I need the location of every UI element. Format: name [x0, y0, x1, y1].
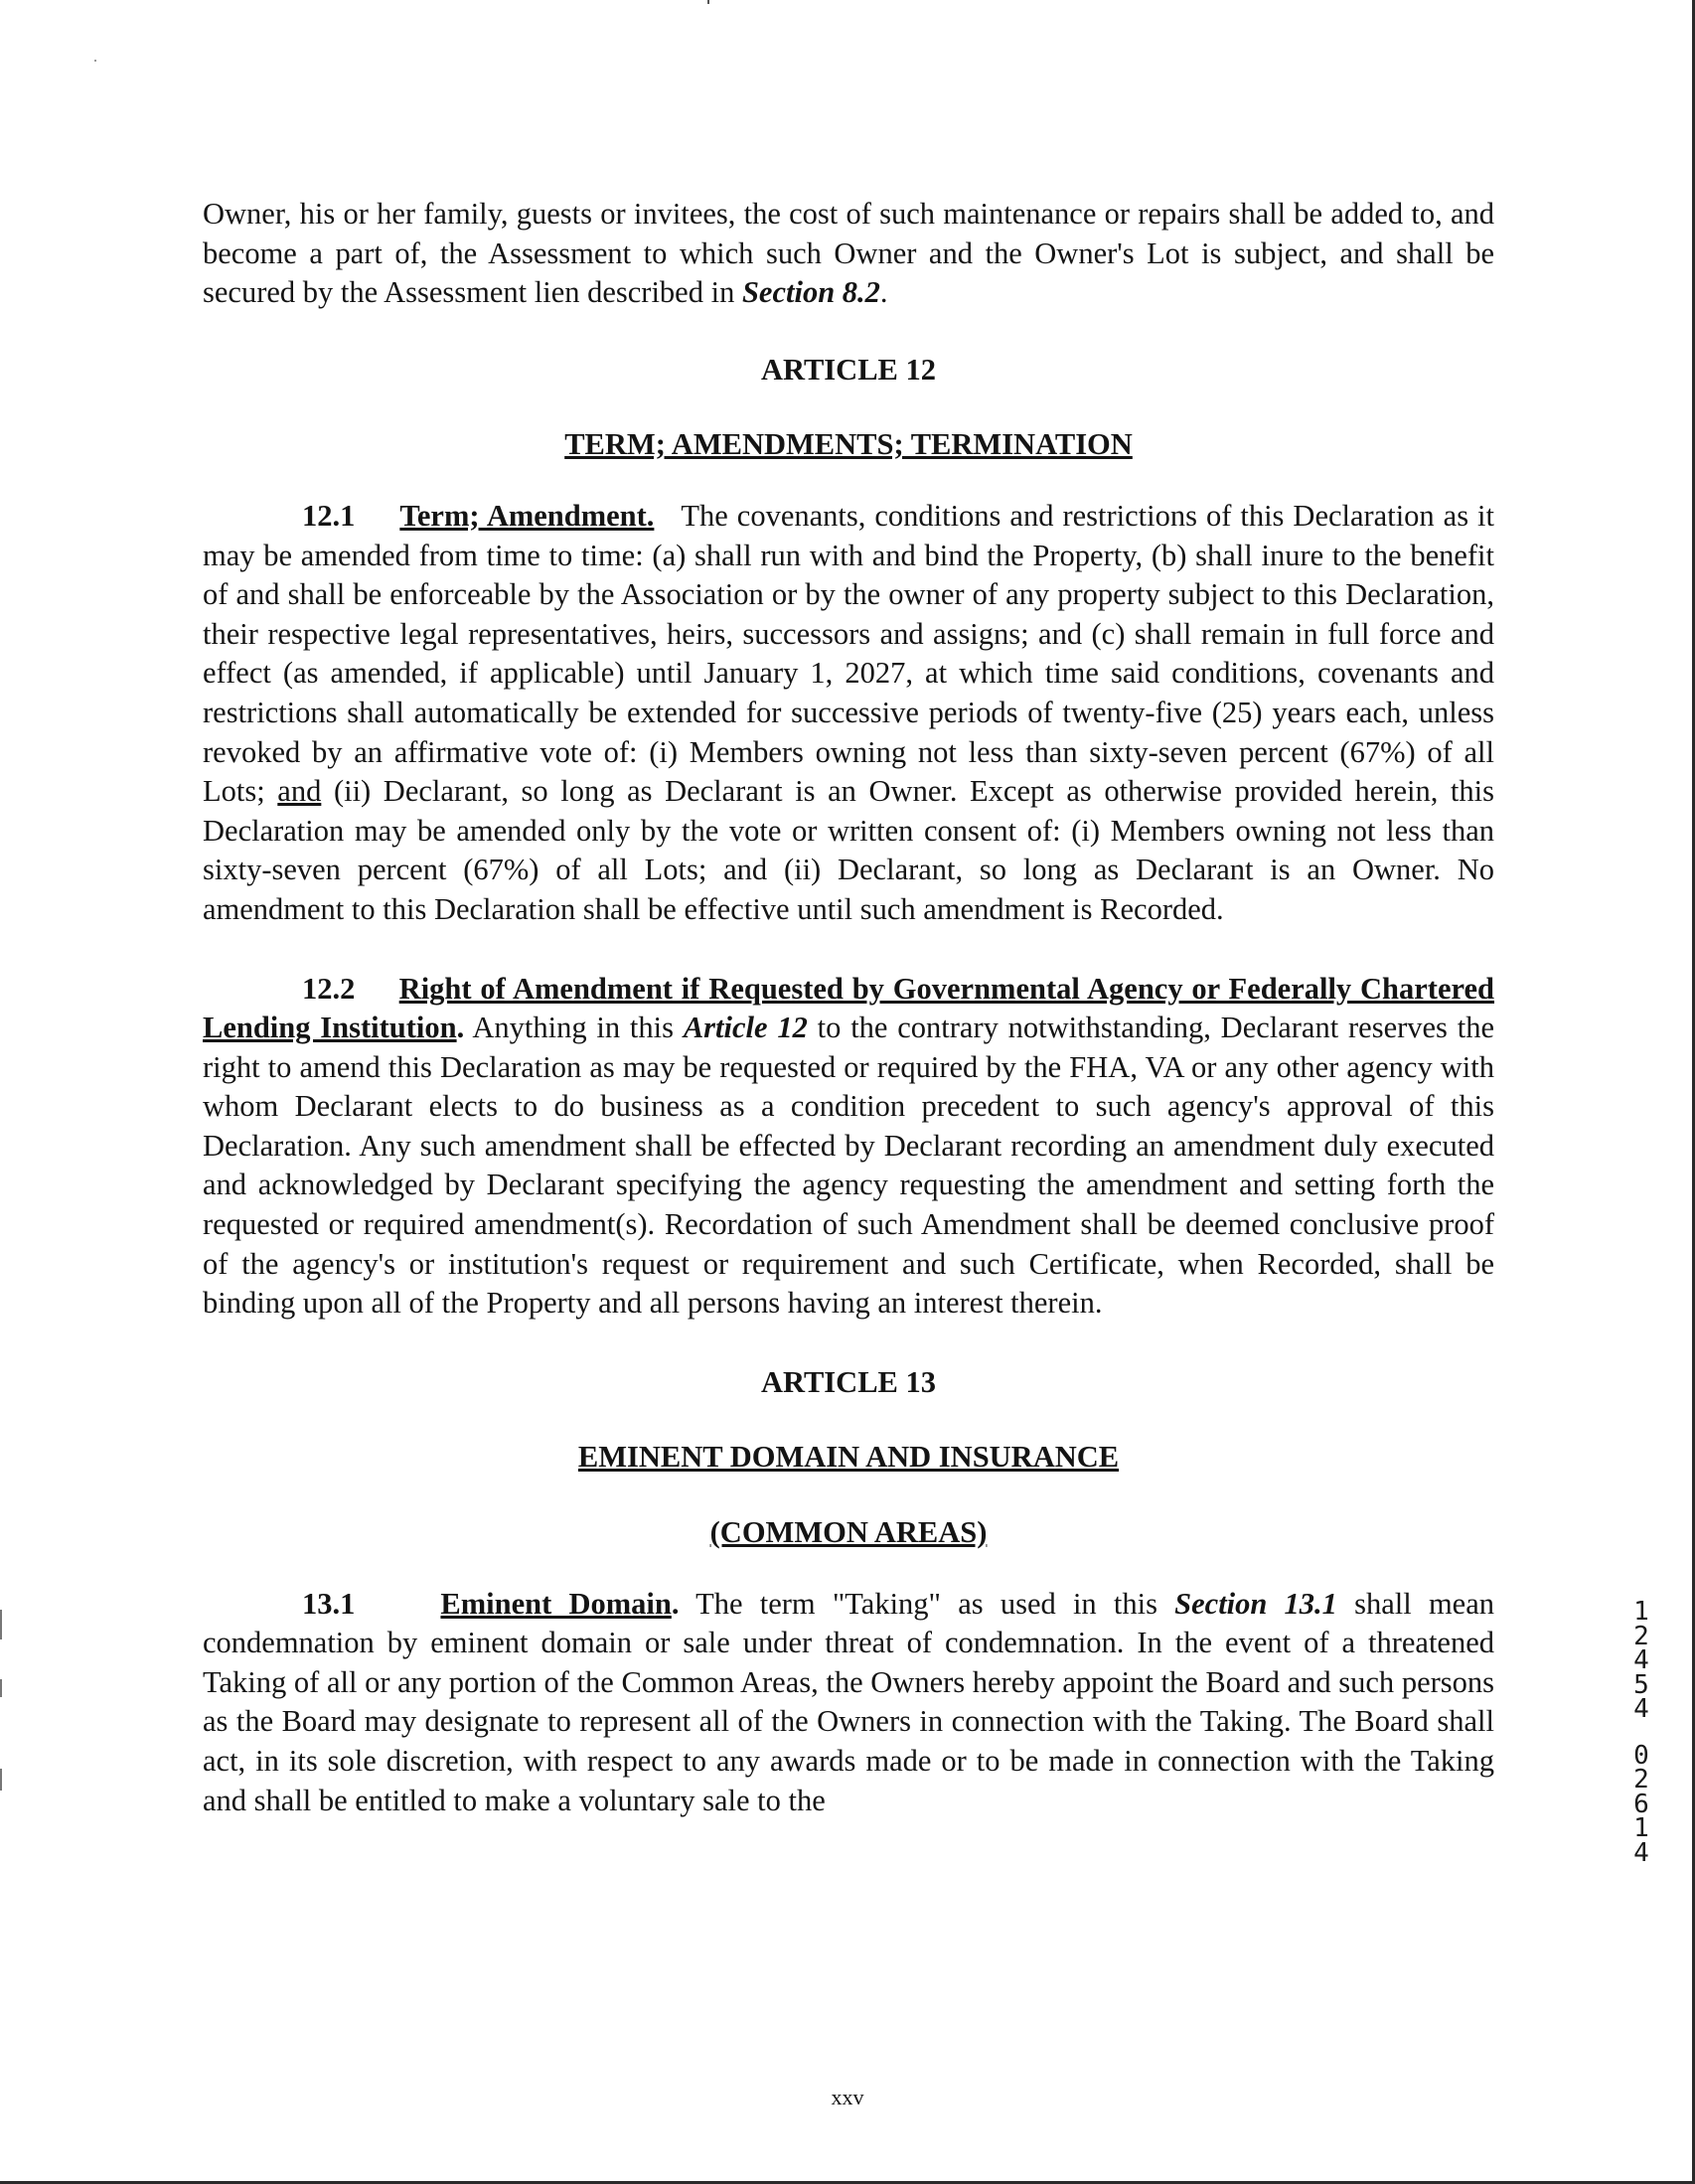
- article-13-subtitle: (COMMON AREAS): [709, 1515, 988, 1550]
- section-12-2: 12.2 Right of Amendment if Requested by Governmental Agency or Federally Chartered Lending Institution. Anything in this Article 12 to the contrary notwithstanding, Declarant reserves the right to amend this Declaration as may be requested or required by the FHA, VA or any other agency with whom Declarant elects to do business as a condition precedent to such agency's approval of this Declaration. Any such amendment shall be effected by Declarant recording an amendment duly executed and acknowledged by Declarant specifying the agency requesting the amendment and setting forth the requested or required amendment(s). Recordation of such Amendment shall be deemed conclusive proof of the agency's or institution's request or requirement and such Certificate, when Recorded, shall be binding upon all of the Property and all persons having an interest therein.: [203, 971, 1494, 1321]
- section-heading: Eminent Domain: [440, 1586, 672, 1621]
- intro-paragraph: Owner, his or her family, guests or invitees, the cost of such maintenance or repairs shall be added to, and become a part of, the Assessment to which such Owner and the Owner's Lot is subject, and shall be secured by the Assessment lien described in Section 8.2.: [203, 197, 1494, 310]
- section-reference: Section 13.1: [1174, 1586, 1337, 1621]
- article-13-title: EMINENT DOMAIN AND INSURANCE: [577, 1440, 1120, 1475]
- article-12-title: TERM; AMENDMENTS; TERMINATION: [564, 427, 1133, 462]
- section-heading: Right of Amendment if Requested by Governmental Agency or Federally Chartered Lending Institution: [203, 971, 1494, 1045]
- scan-speck: [94, 60, 96, 62]
- page-number: xxv: [831, 2085, 864, 2109]
- scan-edge-mark: [0, 1769, 2, 1791]
- recording-stamp: 1 2 4 5 4 0 2 6 1 4: [1633, 1597, 1649, 1868]
- emphasis-and: and: [277, 774, 322, 809]
- article-12-label: ARTICLE 12: [760, 352, 937, 387]
- section-number: 12.2: [302, 971, 356, 1006]
- article-reference: Article 12: [683, 1011, 808, 1045]
- scan-mark: [707, 0, 709, 4]
- section-13-1: 13.1 Eminent Domain. The term "Taking" as used in this Section 13.1 shall mean condemnation by eminent domain or sale under threat of condemnation. In the event of a threatened Taking of all or any portion of the Common Areas, the Owners hereby appoint the Board and such persons as the Board may designate to represent all of the Owners in connection with the Taking. The Board shall act, in its sole discretion, with respect to any awards made or to be made in connection with the Taking and shall be entitled to make a voluntary sale to the: [203, 1586, 1495, 1817]
- section-12-1: 12.1 Term; Amendment. The covenants, conditions and restrictions of this Declaration as it may be amended from time to time: (a) shall run with and bind the Property, (b) shall inure to the benefit of and shall be enforceable by the Association or by the owner of any property subject to this Declaration, their respective legal representatives, heirs, successors and assigns; and (c) shall remain in full force and effect (as amended, if applicable) until January 1, 2027, at which time said conditions, covenants and restrictions shall automatically be extended for successive periods of twenty-five (25) years each, unless revoked by an affirmative vote of: (i) Members owning not less than sixty-seven percent (67%) of all Lots; and (ii) Declarant, so long as Declarant is an Owner. Except as otherwise provided herein, this Declaration may be amended only by the vote or written consent of: (i) Members owning not less than sixty-seven percent (67%) of all Lots; and (ii) Declarant, so long as Declarant is an Owner. No amendment to this Declaration shall be effective until such amendment is Recorded.: [203, 498, 1495, 926]
- scan-edge-mark: [0, 1610, 2, 1639]
- document-body: [203, 195, 1494, 1820]
- section-number: 13.1: [302, 1586, 356, 1621]
- scan-edge-mark: [0, 1679, 2, 1697]
- section-reference: Section 8.2: [741, 275, 880, 310]
- section-heading: Term; Amendment.: [399, 498, 655, 533]
- article-13-label: ARTICLE 13: [760, 1364, 937, 1399]
- section-number: 12.1: [302, 498, 356, 533]
